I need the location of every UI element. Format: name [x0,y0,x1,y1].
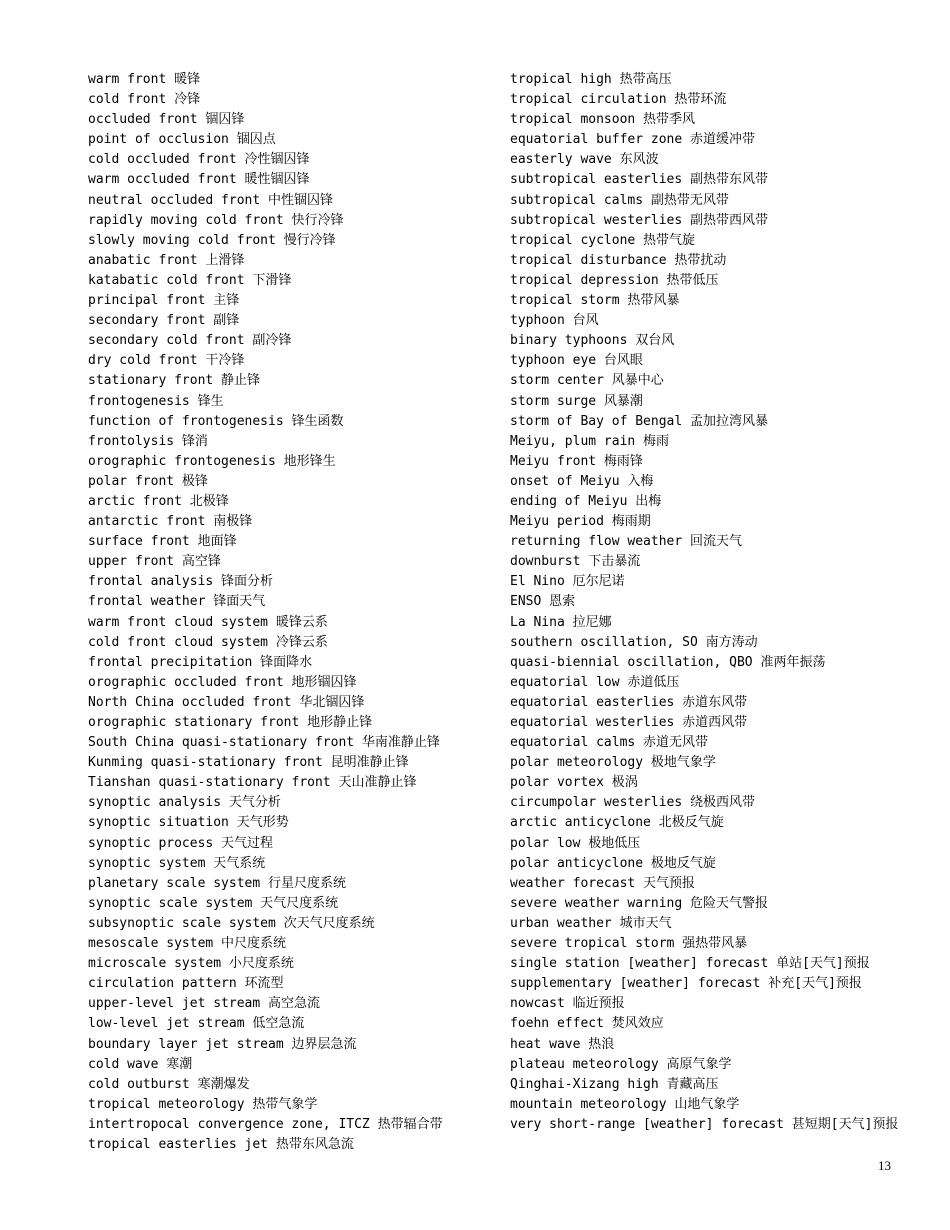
glossary-entry: orographic frontogenesis 地形锋生 [88,453,336,469]
glossary-entry: function of frontogenesis 锋生函数 [88,413,344,429]
glossary-entry: warm occluded front 暖性锢囚锋 [88,172,310,188]
glossary-entry: point of occlusion 锢囚点 [88,132,276,148]
glossary-entry: frontolysis 锋消 [88,433,208,449]
glossary-entry: South China quasi-stationary front 华南准静止锋 [88,735,440,751]
glossary-entry: principal front 主锋 [88,293,240,309]
glossary-entry: plateau meteorology 高原气象学 [510,1056,732,1072]
glossary-entry: synoptic scale system 天气尺度系统 [88,895,339,911]
glossary-entry: very short-range [weather] forecast 甚短期[天气]预报 [510,1116,899,1132]
glossary-entry: tropical cyclone 热带气旋 [510,232,696,248]
glossary-entry: weather forecast 天气预报 [510,875,696,891]
glossary-entry: storm of Bay of Bengal 孟加拉湾风暴 [510,413,769,429]
glossary-entry: frontal weather 锋面天气 [88,594,266,610]
glossary-entry: occluded front 锢囚锋 [88,112,245,128]
glossary-entry: El Nino 厄尔尼诺 [510,574,625,590]
glossary-entry: upper-level jet stream 高空急流 [88,996,321,1012]
glossary-entry: boundary layer jet stream 边界层急流 [88,1036,357,1052]
page-number: 13 [878,1158,891,1173]
glossary-entry: upper front 高空锋 [88,554,221,570]
glossary-entry: dry cold front 干冷锋 [88,353,245,369]
glossary-entry: frontal analysis 锋面分析 [88,574,274,590]
glossary-entry: equatorial low 赤道低压 [510,674,680,690]
glossary-entry: intertropocal convergence zone, ITCZ 热带辐合带 [88,1116,443,1132]
glossary-entry: orographic occluded front 地形锢囚锋 [88,674,357,690]
glossary-entry: orographic stationary front 地形静止锋 [88,715,373,730]
glossary-entry: secondary front 副锋 [88,313,240,329]
glossary-entry: antarctic front 南极锋 [88,514,253,530]
glossary-entry: ending of Meiyu 出梅 [510,493,662,509]
glossary-entry: heat wave 热浪 [510,1036,615,1052]
glossary-entry: tropical storm 热带风暴 [510,293,680,309]
glossary-entry: La Nina 拉尼娜 [510,614,612,630]
glossary-entry: foehn effect 焚风效应 [510,1016,664,1032]
glossary-entry: binary typhoons 双台风 [510,333,675,349]
glossary-entry: tropical disturbance 热带扰动 [510,252,727,268]
glossary-entry: secondary cold front 副冷锋 [88,333,292,349]
glossary-entry: low-level jet stream 低空急流 [88,1016,305,1032]
glossary-entry: urban weather 城市天气 [510,915,672,931]
glossary-entry: synoptic system 天气系统 [88,855,266,871]
glossary-entry: cold occluded front 冷性锢囚锋 [88,152,310,168]
glossary-entry: cold front cloud system 冷锋云系 [88,634,328,650]
glossary-entry: stationary front 静止锋 [88,373,261,389]
glossary-entry: tropical monsoon 热带季风 [510,112,696,128]
glossary-entry: typhoon eye 台风眼 [510,353,643,369]
glossary-entry: circulation pattern 环流型 [88,976,284,992]
glossary-entry: cold outburst 寒潮爆发 [88,1076,250,1092]
glossary-entry: tropical high 热带高压 [510,72,672,87]
glossary-entry: downburst 下击暴流 [510,554,641,570]
glossary-entry: returning flow weather 回流天气 [510,534,743,550]
glossary-entry: North China occluded front 华北锢囚锋 [88,694,365,710]
glossary-entry: warm front 暖锋 [88,72,201,87]
glossary-entry: Tianshan quasi-stationary front 天山准静止锋 [88,775,417,791]
glossary-entry: arctic anticyclone 北极反气旋 [510,815,724,831]
glossary-entry: storm surge 风暴潮 [510,393,643,409]
glossary-entry: surface front 地面锋 [88,534,237,550]
glossary-entry: storm center 风暴中心 [510,373,664,389]
glossary-entry: Qinghai-Xizang high 青藏高压 [510,1076,719,1092]
glossary-entry: subtropical westerlies 副热带西风带 [510,212,769,228]
glossary-entry: subsynoptic scale system 次天气尺度系统 [88,915,375,931]
glossary-entry: severe tropical storm 强热带风暴 [510,936,748,952]
glossary-entry: planetary scale system 行星尺度系统 [88,875,347,891]
glossary-entry: polar low 极地低压 [510,835,641,851]
glossary-entry: tropical meteorology 热带气象学 [88,1096,318,1112]
glossary-entry: rapidly moving cold front 快行冷锋 [88,212,344,228]
glossary-entry: Meiyu, plum rain 梅雨 [510,433,670,449]
glossary-entry: severe weather warning 危险天气警报 [510,895,769,911]
glossary-entry: mesoscale system 中尺度系统 [88,936,287,952]
glossary-entry: equatorial easterlies 赤道东风带 [510,694,748,710]
glossary-entry: Kunming quasi-stationary front 昆明准静止锋 [88,755,409,771]
glossary-entry: Meiyu period 梅雨期 [510,514,651,530]
glossary-entry: subtropical calms 副热带无风带 [510,192,729,208]
glossary-entry: equatorial calms 赤道无风带 [510,735,709,751]
glossary-entry: synoptic situation 天气形势 [88,815,289,831]
glossary-entry: synoptic analysis 天气分析 [88,795,281,811]
glossary-entry: anabatic front 上滑锋 [88,252,245,268]
glossary-entry: Meiyu front 梅雨锋 [510,453,643,469]
glossary-entry: southern oscillation, SO 南方涛动 [510,634,758,650]
glossary-entry: circumpolar westerlies 绕极西风带 [510,795,756,811]
glossary-entry: arctic front 北极锋 [88,493,229,509]
glossary-entry: microscale system 小尺度系统 [88,956,294,972]
glossary-entry: warm front cloud system 暖锋云系 [88,614,328,630]
glossary-entry: supplementary [weather] forecast 补充[天气]预报 [510,976,862,992]
glossary-entry: onset of Meiyu 入梅 [510,473,654,489]
glossary-entry: cold front 冷锋 [88,92,201,108]
glossary-entry: tropical circulation 热带环流 [510,92,727,108]
glossary-entry: tropical easterlies jet 热带东风急流 [88,1136,354,1152]
glossary-entry: easterly wave 东风波 [510,152,659,168]
glossary-left-column [88,70,498,1155]
glossary-entry: frontogenesis 锋生 [88,393,224,409]
glossary-entry: mountain meteorology 山地气象学 [510,1096,740,1112]
glossary-entry: quasi-biennial oscillation, QBO 准两年振荡 [510,654,826,670]
glossary-entry: equatorial westerlies 赤道西风带 [510,715,748,730]
glossary-entry: polar front 极锋 [88,473,208,489]
glossary-entry: frontal precipitation 锋面降水 [88,654,313,670]
glossary-entry: polar anticyclone 极地反气旋 [510,855,716,871]
glossary-entry: neutral occluded front 中性锢囚锋 [88,192,334,208]
glossary-entry: equatorial buffer zone 赤道缓冲带 [510,132,756,148]
glossary-entry: single station [weather] forecast 单站[天气]预报 [510,956,870,972]
glossary-entry: typhoon 台风 [510,313,599,329]
glossary-entry: tropical depression 热带低压 [510,272,719,288]
glossary-entry: synoptic process 天气过程 [88,835,274,851]
glossary-entry: nowcast 临近预报 [510,996,625,1012]
glossary-entry: ENSO 恩索 [510,594,576,610]
glossary-entry: polar meteorology 极地气象学 [510,755,716,771]
glossary-entry: polar vortex 极涡 [510,775,638,791]
glossary-entry: slowly moving cold front 慢行冷锋 [88,232,336,248]
glossary-entry: cold wave 寒潮 [88,1056,193,1072]
glossary-entry: subtropical easterlies 副热带东风带 [510,172,769,188]
glossary-right-column [510,70,910,1135]
glossary-entry: katabatic cold front 下滑锋 [88,272,292,288]
